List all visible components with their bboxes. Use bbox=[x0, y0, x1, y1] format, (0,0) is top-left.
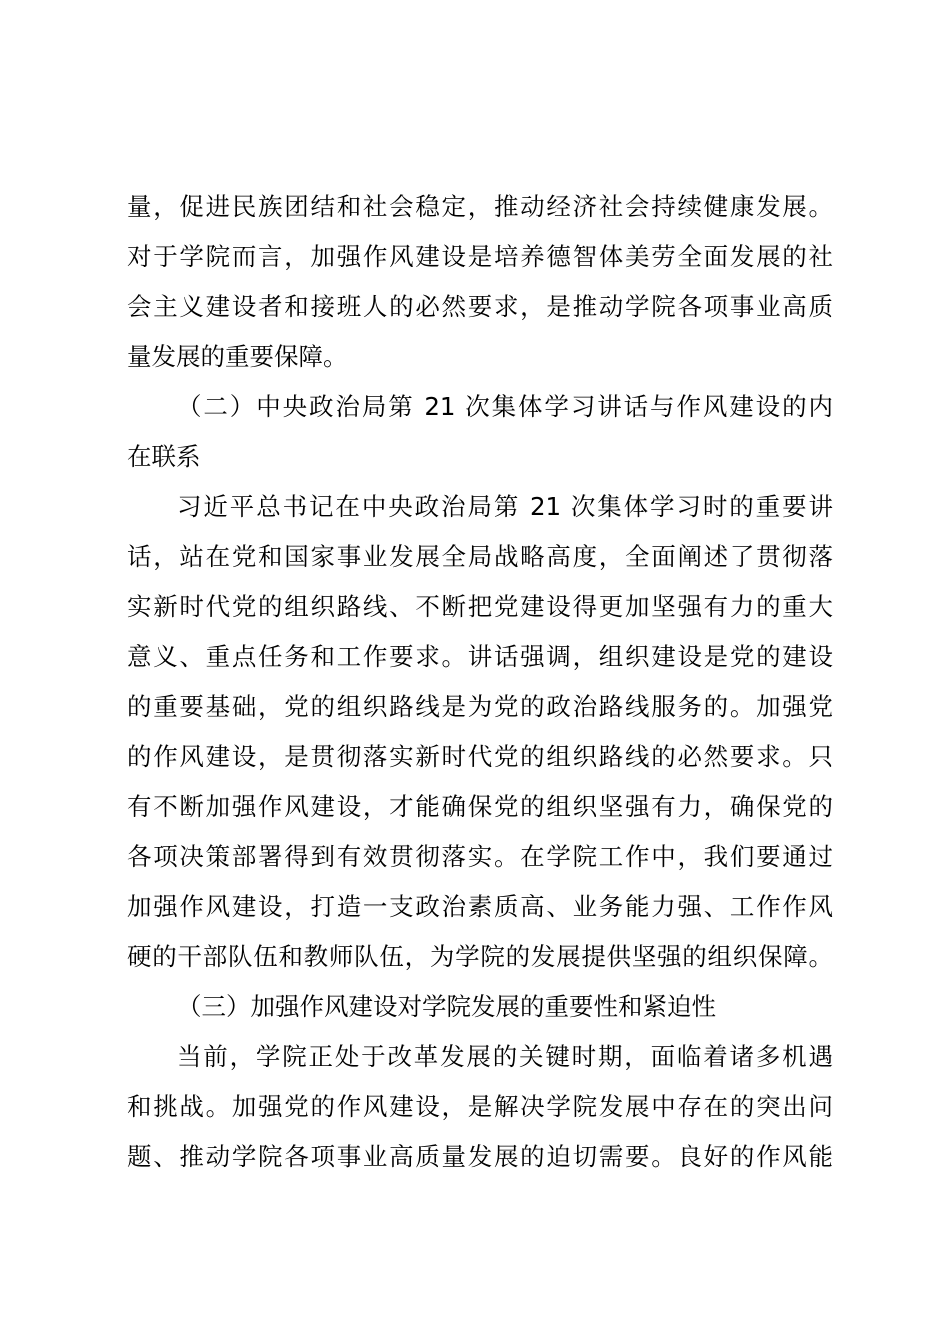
text-line: 意义、重点任务和工作要求。讲话强调，组织建设是党的建设 bbox=[127, 642, 833, 671]
text-line: 有不断加强作风建设，才能确保党的组织坚强有力，确保党的 bbox=[127, 792, 833, 821]
text-line: 会主义建设者和接班人的必然要求，是推动学院各项事业高质 bbox=[127, 292, 833, 321]
section-heading-continuation: 在联系 bbox=[127, 442, 201, 471]
text-line: 和挑战。加强党的作风建设，是解决学院发展中存在的突出问 bbox=[127, 1092, 833, 1121]
section-heading: （二）中央政治局第 21 次集体学习讲话与作风建设的内 bbox=[177, 392, 833, 421]
text-line: 话，站在党和国家事业发展全局战略高度，全面阐述了贯彻落 bbox=[127, 542, 833, 571]
document-page bbox=[127, 182, 833, 1182]
text-line: 加强作风建设，打造一支政治素质高、业务能力强、工作作风 bbox=[127, 892, 833, 921]
text-line: 量发展的重要保障。 bbox=[127, 342, 348, 371]
section-heading: （三）加强作风建设对学院发展的重要性和紧迫性 bbox=[177, 992, 716, 1021]
text-line: 习近平总书记在中央政治局第 21 次集体学习时的重要讲 bbox=[177, 492, 833, 521]
text-line: 实新时代党的组织路线、不断把党建设得更加坚强有力的重大 bbox=[127, 592, 833, 621]
text-line: 硬的干部队伍和教师队伍，为学院的发展提供坚强的组织保障。 bbox=[127, 942, 833, 971]
text-line: 题、推动学院各项事业高质量发展的迫切需要。良好的作风能 bbox=[127, 1142, 833, 1171]
text-line: 对于学院而言，加强作风建设是培养德智体美劳全面发展的社 bbox=[127, 242, 833, 271]
text-line: 的重要基础，党的组织路线是为党的政治路线服务的。加强党 bbox=[127, 692, 833, 721]
text-line: 当前，学院正处于改革发展的关键时期，面临着诸多机遇 bbox=[177, 1042, 833, 1071]
text-line: 量，促进民族团结和社会稳定，推动经济社会持续健康发展。 bbox=[127, 192, 833, 221]
text-line: 的作风建设，是贯彻落实新时代党的组织路线的必然要求。只 bbox=[127, 742, 833, 771]
text-line: 各项决策部署得到有效贯彻落实。在学院工作中，我们要通过 bbox=[127, 842, 833, 871]
